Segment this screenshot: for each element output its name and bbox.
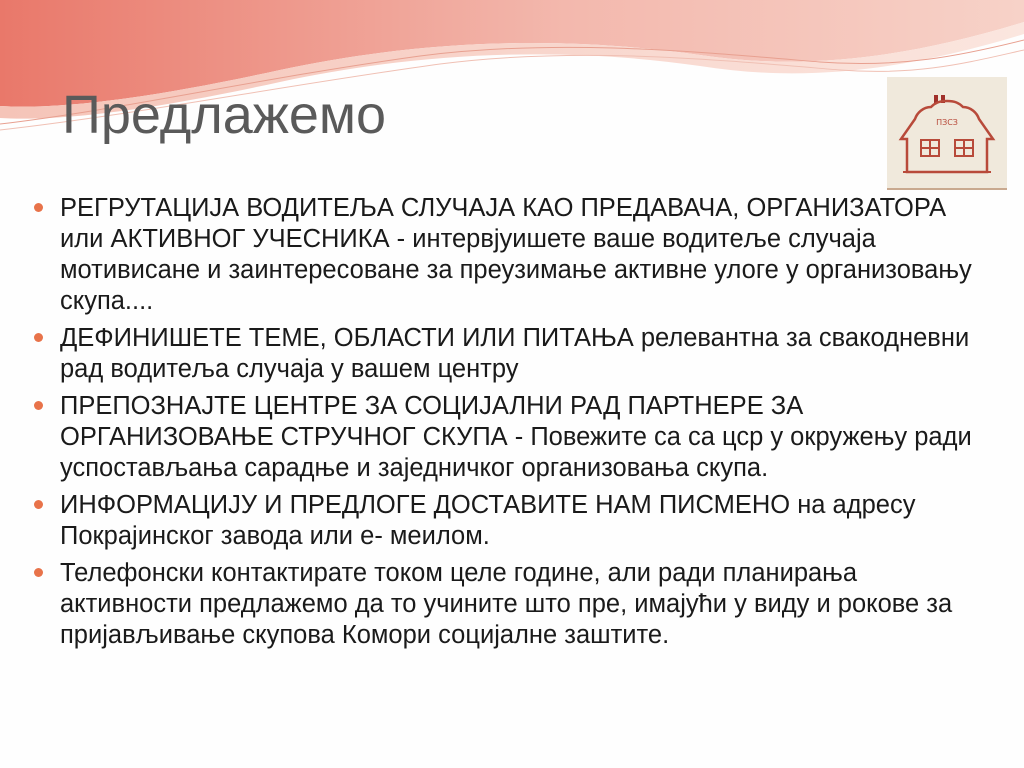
- bullet-dot-icon: [34, 333, 43, 342]
- bullet-text: ИНФОРМАЦИЈУ И ПРЕДЛОГЕ ДОСТАВИТЕ НАМ ПИСМЕНО на адресу Покрајинског завода или е- меилом.: [60, 491, 916, 550]
- bullet-item: [32, 323, 992, 385]
- bullet-item: [32, 558, 992, 651]
- bullet-dot-icon: [34, 203, 43, 212]
- bullet-list: [32, 193, 992, 657]
- bullet-text: Телефонски контактирате током целе године, али ради планирања активности предлажемо да то учините што пре, имајући у виду и рокове за пријављивање скупова Комори социјалне заштите.: [60, 559, 953, 649]
- bullet-item: [32, 391, 992, 484]
- house-logo-icon: [887, 77, 1007, 190]
- bullet-dot-icon: [34, 401, 43, 410]
- logo-text: ПЗСЗ: [936, 118, 958, 127]
- bullet-dot-icon: [34, 568, 43, 577]
- bullet-text: РЕГРУТАЦИЈА ВОДИТЕЉА СЛУЧАЈА КАО ПРЕДАВАЧА, ОРГАНИЗАТОРА или АКТИВНОГ УЧЕСНИКА - интервјуишете ваше водитеље случаја мотивисане и заинтересоване за преузимање активне улоге у организовању скупа....: [60, 194, 972, 315]
- slide-title: Предлажемо: [62, 85, 387, 145]
- bullet-text: ПРЕПОЗНАЈТЕ ЦЕНТРЕ ЗА СОЦИЈАЛНИ РАД ПАРТНЕРЕ ЗА ОРГАНИЗОВАЊЕ СТРУЧНОГ СКУПА - Повежите са са цср у окружењу ради успостављања сарадње и заједничког организовања скупа.: [60, 392, 972, 482]
- bullet-item: [32, 490, 992, 552]
- bullet-item: [32, 193, 992, 317]
- organization-logo: [887, 77, 1007, 190]
- bullet-text: ДЕФИНИШЕТЕ ТЕМЕ, ОБЛАСТИ ИЛИ ПИТАЊА релевантна за свакодневни рад водитеља случаја у вашем центру: [60, 324, 970, 383]
- bullet-dot-icon: [34, 500, 43, 509]
